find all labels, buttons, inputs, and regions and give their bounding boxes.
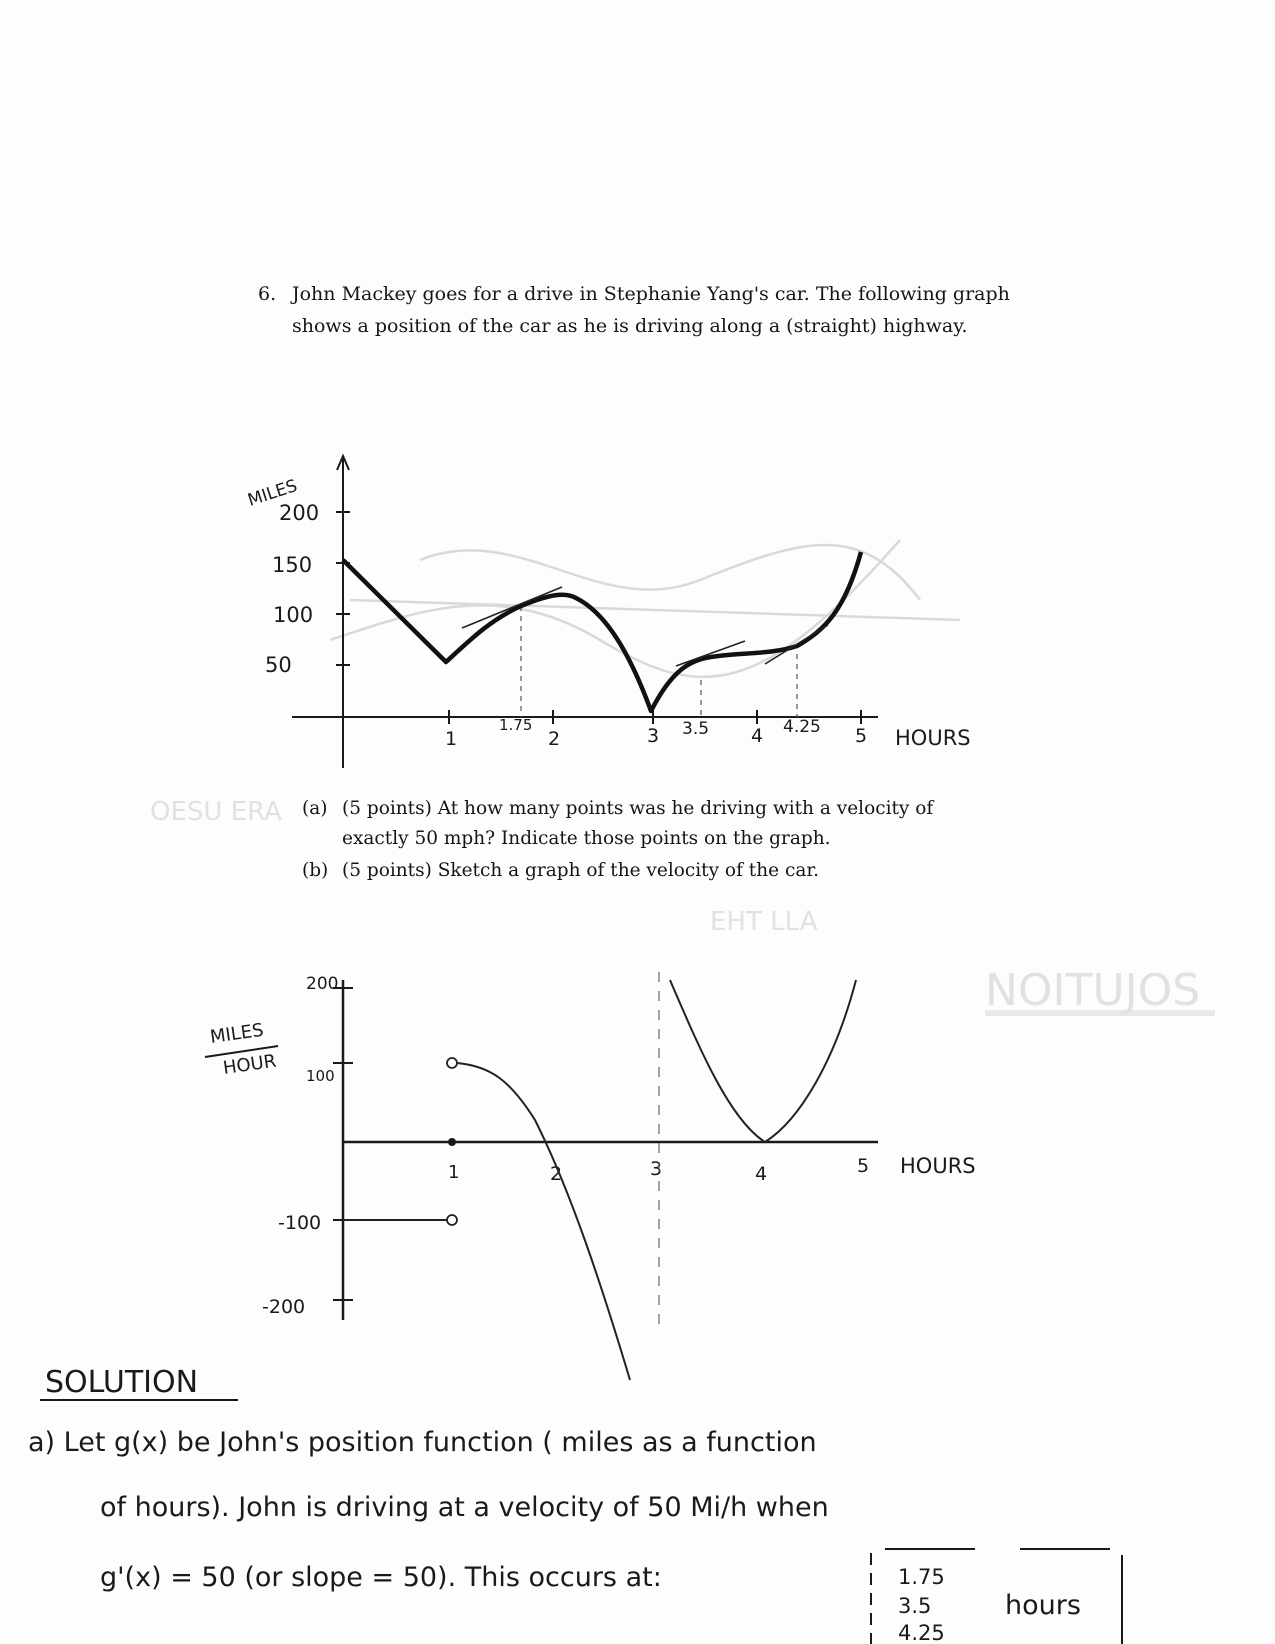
velocity-xtick: 3 — [650, 1158, 663, 1180]
position-ytick: 100 — [273, 603, 314, 627]
velocity-xtick: 5 — [857, 1155, 870, 1177]
position-xtick: 4 — [751, 725, 764, 747]
position-ylabel: MILES — [245, 476, 300, 511]
solution-line-2: of hours). John is driving at a velocity of 50 Mi/h when — [100, 1492, 829, 1523]
solution-section — [28, 1365, 1122, 1644]
position-xtick: 1 — [445, 728, 458, 750]
velocity-graph — [205, 972, 976, 1380]
part-b-text: (5 points) Sketch a graph of the velocity of the car. — [342, 860, 820, 881]
velocity-ytick: -100 — [278, 1212, 322, 1234]
part-a-text: (5 points) At how many points was he driving with a velocity of exactly 50 mph? Indicate those points on the graph. — [342, 798, 934, 849]
solution-line-1: a) Let g(x) be John's position function ( miles as a function — [28, 1427, 817, 1458]
velocity-xtick: 2 — [550, 1163, 563, 1185]
velocity-curve-1-3 — [457, 1063, 630, 1380]
velocity-ylabel-top: MILES — [208, 1019, 265, 1048]
position-curve — [343, 552, 861, 711]
velocity-ytick: -200 — [262, 1296, 306, 1318]
position-xtick: 4.25 — [783, 717, 821, 737]
position-graph — [245, 456, 970, 768]
velocity-ytick: 200 — [306, 974, 339, 994]
position-xtick: 3 — [647, 725, 660, 747]
velocity-ytick: 100 — [306, 1067, 335, 1085]
part-a-label: (a) — [302, 798, 328, 819]
solution-line-3: g'(x) = 50 (or slope = 50). This occurs at: — [100, 1562, 662, 1593]
position-ytick: 50 — [265, 653, 292, 677]
position-xtick: 5 — [855, 725, 868, 747]
velocity-xtick: 4 — [755, 1163, 768, 1185]
velocity-curve-3-5 — [670, 980, 856, 1142]
svg-text:OESU ERA: OESU ERA — [150, 797, 282, 827]
svg-text:EHT LLA: EHT LLA — [710, 907, 818, 937]
solution-time: 1.75 — [898, 1565, 945, 1589]
velocity-xlabel: HOURS — [900, 1154, 976, 1178]
svg-text:NOITUJOS: NOITUJOS — [985, 965, 1201, 1016]
solution-time: 3.5 — [898, 1594, 932, 1618]
position-xtick: 2 — [548, 728, 561, 750]
velocity-xtick: 1 — [448, 1162, 460, 1183]
velocity-open-point-neg — [447, 1215, 457, 1225]
position-ytick: 200 — [279, 501, 320, 525]
solution-heading: SOLUTION — [45, 1365, 199, 1400]
position-ytick: 150 — [272, 553, 313, 577]
velocity-open-point-pos — [447, 1058, 457, 1068]
solution-unit: hours — [1005, 1590, 1081, 1621]
position-xtick: 1.75 — [499, 716, 533, 734]
solution-time: 4.25 — [898, 1621, 945, 1644]
problem-text: John Mackey goes for a drive in Stephanie Yang's car. The following graph shows a position of the car as he is driving along a (straight) highway. — [292, 283, 1010, 337]
position-xlabel: HOURS — [895, 726, 971, 750]
position-xtick: 3.5 — [682, 719, 710, 739]
problem-number: 6. — [258, 283, 277, 305]
velocity-ylabel-bottom: HOUR — [221, 1050, 278, 1079]
part-b-label: (b) — [302, 860, 329, 881]
